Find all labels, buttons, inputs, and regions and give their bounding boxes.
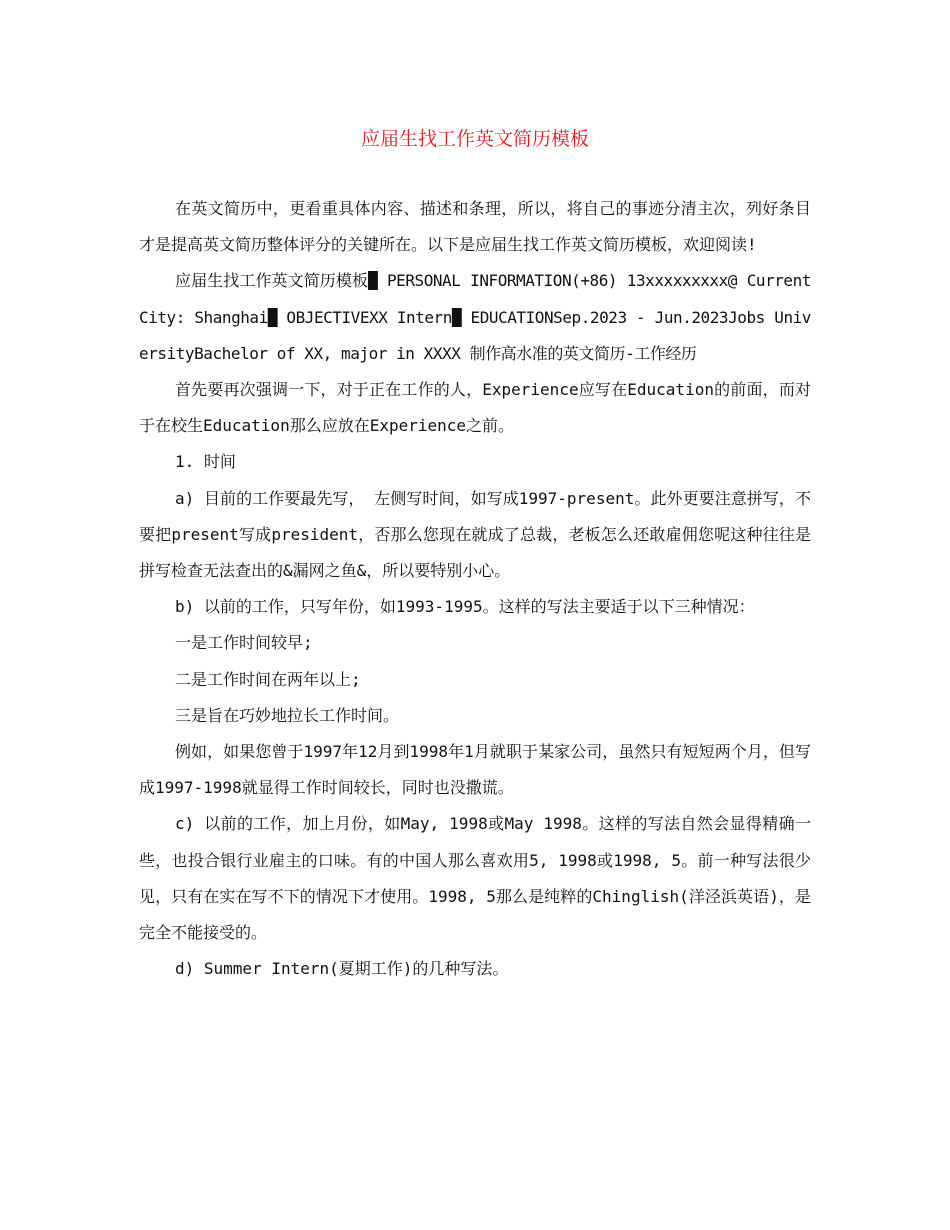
- paragraph-intro: 在英文简历中，更看重具体内容、描述和条理，所以，将自己的事迹分清主次，列好条目才是提高英文简历整体评分的关键所在。以下是应届生找工作英文简历模板，欢迎阅读!: [139, 199, 811, 255]
- paragraph-item-a: a) 目前的工作要最先写， 左侧写时间，如写成1997-present。此外更要注意拼写，不要把present写成president，否那么您现在就成了总裁，老板怎么还敢雇佣您呢这种往往是拼写检查无法查出的&漏网之鱼&，所以要特别小心。: [139, 488, 811, 581]
- paragraph-resume-template: 应届生找工作英文简历模板█ PERSONAL INFORMATION(+86) 13xxxxxxxxx@ Current City: Shanghai█ OBJECTIVEXX Intern█ EDUCATIONSep.2023 - Jun.2023Jobs UniversityBachelor of XX, major in XXXX 制作高水准的英文简历-工作经历: [139, 271, 811, 363]
- paragraph-item-c: c) 以前的工作，加上月份，如May, 1998或May 1998。这样的写法自然会显得精确一些，也投合银行业雇主的口味。有的中国人那么喜欢用5, 1998或1998, 5。前一种写法很少见，只有在实在写不下的情况下才使用。1998, 5那么是纯粹的Chinglish(洋泾浜英语)，是完全不能接受的。: [139, 814, 811, 943]
- paragraph-example: 例如，如果您曾于1997年12月到1998年1月就职于某家公司，虽然只有短短两个月，但写成1997-1998就显得工作时间较长，同时也没撒谎。: [139, 742, 811, 798]
- paragraph-item-d: d) Summer Intern(夏期工作)的几种写法。: [175, 959, 509, 979]
- document-title: 应届生找工作英文简历模板: [360, 128, 589, 150]
- paragraph-case-three: 三是旨在巧妙地拉长工作时间。: [175, 705, 400, 725]
- paragraph-experience-order: 首先要再次强调一下，对于正在工作的人，Experience应写在Education的前面，而对于在校生Education那么应放在Experience之前。: [139, 380, 811, 436]
- paragraph-case-one: 一是工作时间较早;: [175, 633, 313, 653]
- document-body: [139, 191, 811, 987]
- paragraph-item-b: b) 以前的工作，只写年份，如1993-1995。这样的写法主要适于以下三种情况：: [175, 597, 755, 617]
- paragraph-section-time: 1. 时间: [175, 452, 236, 472]
- paragraph-case-two: 二是工作时间在两年以上;: [175, 669, 361, 689]
